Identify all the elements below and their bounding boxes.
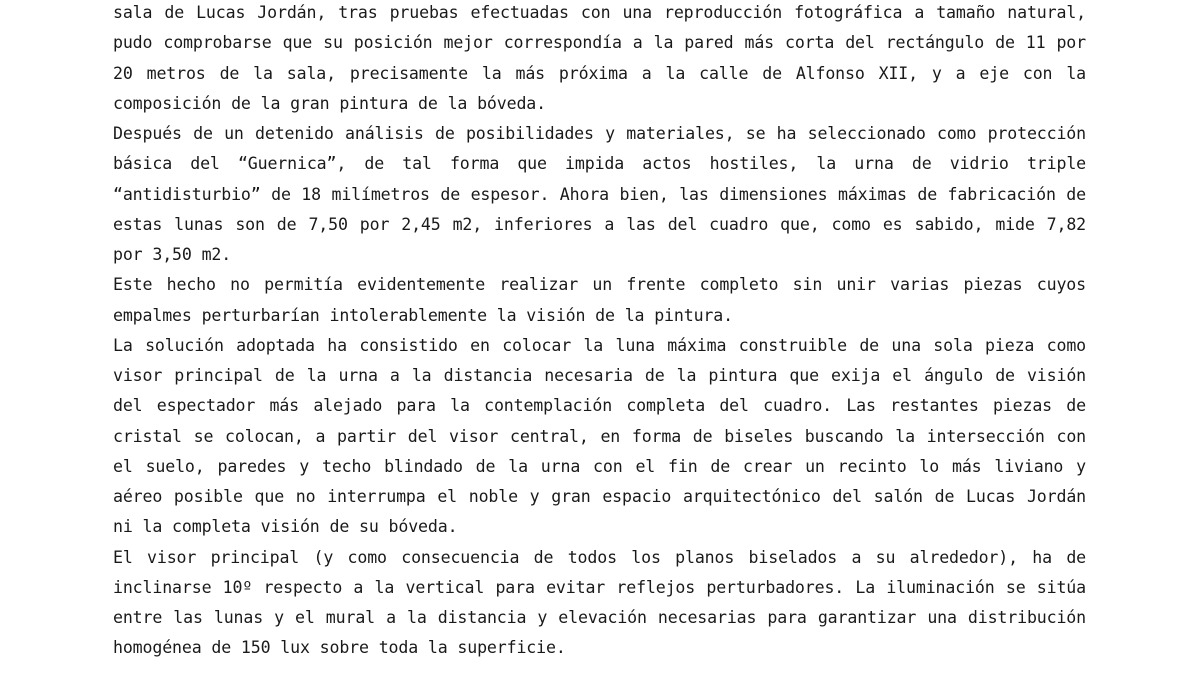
document-body (113, 0, 1086, 664)
paragraph-frente-completo: Este hecho no permitía evidentemente realizar un frente completo sin unir varias piezas cuyos empalmes perturbarían intolerablemente la visión de la pintura. (113, 275, 1086, 325)
paragraph-proteccion-basica: Después de un detenido análisis de posibilidades y materiales, se ha seleccionado como protección básica del “Guernica”, de tal forma que impida actos hostiles, la urna de vidrio triple “antidisturbio” de 18 milímetros de espesor. Ahora bien, las dimensiones máximas de fabricación de estas lunas son de 7,50 por 2,45 m2, inferiores a las del cuadro que, como es sabido, mide 7,82 por 3,50 m2. (113, 124, 1086, 264)
paragraph-solucion-adoptada: La solución adoptada ha consistido en colocar la luna máxima construible de una sola pieza como visor principal de la urna a la distancia necesaria de la pintura que exija el ángulo de visión del espectador más alejado para la contemplación completa del cuadro. Las restantes piezas de cristal se colocan, a partir del visor central, en forma de biseles buscando la intersección con el suelo, paredes y techo blindado de la urna con el fin de crear un recinto lo más liviano y aéreo posible que no interrumpa el noble y gran espacio arquitectónico del salón de Lucas Jordán ni la completa visión de su bóveda. (113, 335, 1086, 537)
paragraph-visor-principal: El visor principal (y como consecuencia de todos los planos biselados a su alrededor), ha de inclinarse 10º respecto a la vertical para evitar reflejos perturbadores. La iluminación se sitúa entre las lunas y el mural a la distancia y elevación necesarias para garantizar una distribución homogénea de 150 lux sobre toda la superficie. (113, 547, 1086, 658)
paragraph-sala-lucas-jordan: sala de Lucas Jordán, tras pruebas efectuadas con una reproducción fotográfica a tamaño natural, pudo comprobarse que su posición mejor correspondía a la pared más corta del rectángulo de 11 por 20 metros de la sala, precisamente la más próxima a la calle de Alfonso XII, y a eje con la composición de la gran pintura de la bóveda. (113, 3, 1086, 113)
